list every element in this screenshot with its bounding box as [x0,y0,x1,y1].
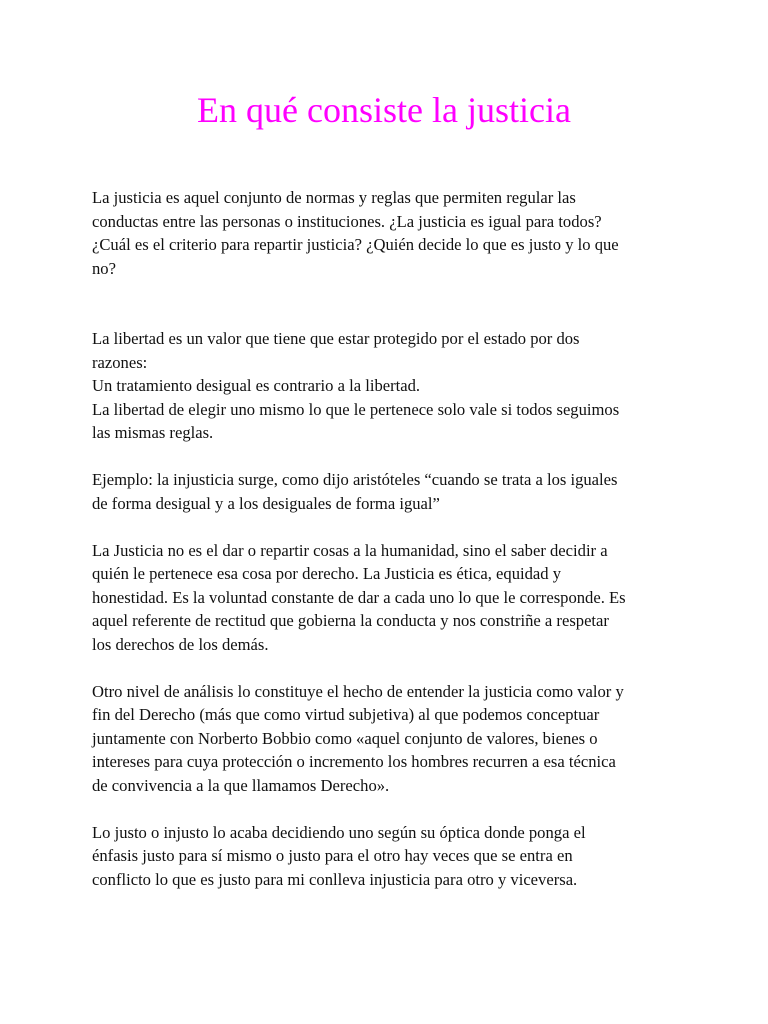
paragraph [92,327,682,445]
paragraph-spacer [92,280,682,327]
paragraph-spacer [92,797,682,821]
text-line: énfasis justo para sí mismo o justo para el otro hay veces que se entra en [92,846,573,865]
text-line: razones: [92,352,148,372]
text-line: aquel referente de rectitud que gobierna la conducta y nos constriñe a respetar [92,611,609,630]
text-line: conflicto lo que es justo para mi conlleva injusticia para otro y viceversa. [92,869,578,889]
text-line: fin del Derecho (más que como virtud subjetiva) al que podemos conceptuar [92,705,600,724]
text-line: quién le pertenece esa cosa por derecho. La Justicia es ética, equidad y [92,564,562,583]
text-line: los derechos de los demás. [92,634,269,654]
paragraph-spacer [92,515,682,539]
paragraph-spacer [92,445,682,469]
text-line: honestidad. Es la voluntad constante de dar a cada uno lo que le corresponde. Es [92,587,626,607]
document-title: En qué consiste la justicia [197,90,571,130]
paragraph [92,186,682,280]
paragraph [92,821,682,892]
text-line: Un tratamiento desigual es contrario a la libertad. [92,376,421,395]
text-line: La Justicia no es el dar o repartir cosas a la humanidad, sino el saber decidir a [92,540,608,560]
text-line: de forma desigual y a los desiguales de forma igual” [92,493,440,513]
text-line: La justicia es aquel conjunto de normas y reglas que permiten regular las [92,188,576,207]
text-line: conductas entre las personas o instituciones. ¿La justicia es igual para todos? [92,211,602,231]
paragraph-spacer [92,656,682,680]
paragraph [92,680,682,798]
text-line: ¿Cuál es el criterio para repartir justicia? ¿Quién decide lo que es justo y lo que [92,235,619,254]
text-line: Ejemplo: la injusticia surge, como dijo aristóteles “cuando se trata a los iguales [92,470,618,489]
document-body [92,186,682,891]
paragraph [92,539,682,657]
text-line: las mismas reglas. [92,423,214,442]
text-line: La libertad es un valor que tiene que estar protegido por el estado por dos [92,329,580,348]
paragraph [92,468,682,515]
text-line: Lo justo o injusto lo acaba decidiendo uno según su óptica donde ponga el [92,822,586,842]
text-line: Otro nivel de análisis lo constituye el hecho de entender la justicia como valor y [92,681,624,701]
text-line: de convivencia a la que llamamos Derecho». [92,775,390,795]
text-line: intereses para cuya protección o incremento los hombres recurren a esa técnica [92,752,616,771]
text-line: no? [92,258,116,278]
text-line: La libertad de elegir uno mismo lo que le pertenece solo vale si todos seguimos [92,399,620,419]
text-line: juntamente con Norberto Bobbio como «aquel conjunto de valores, bienes o [92,728,598,748]
